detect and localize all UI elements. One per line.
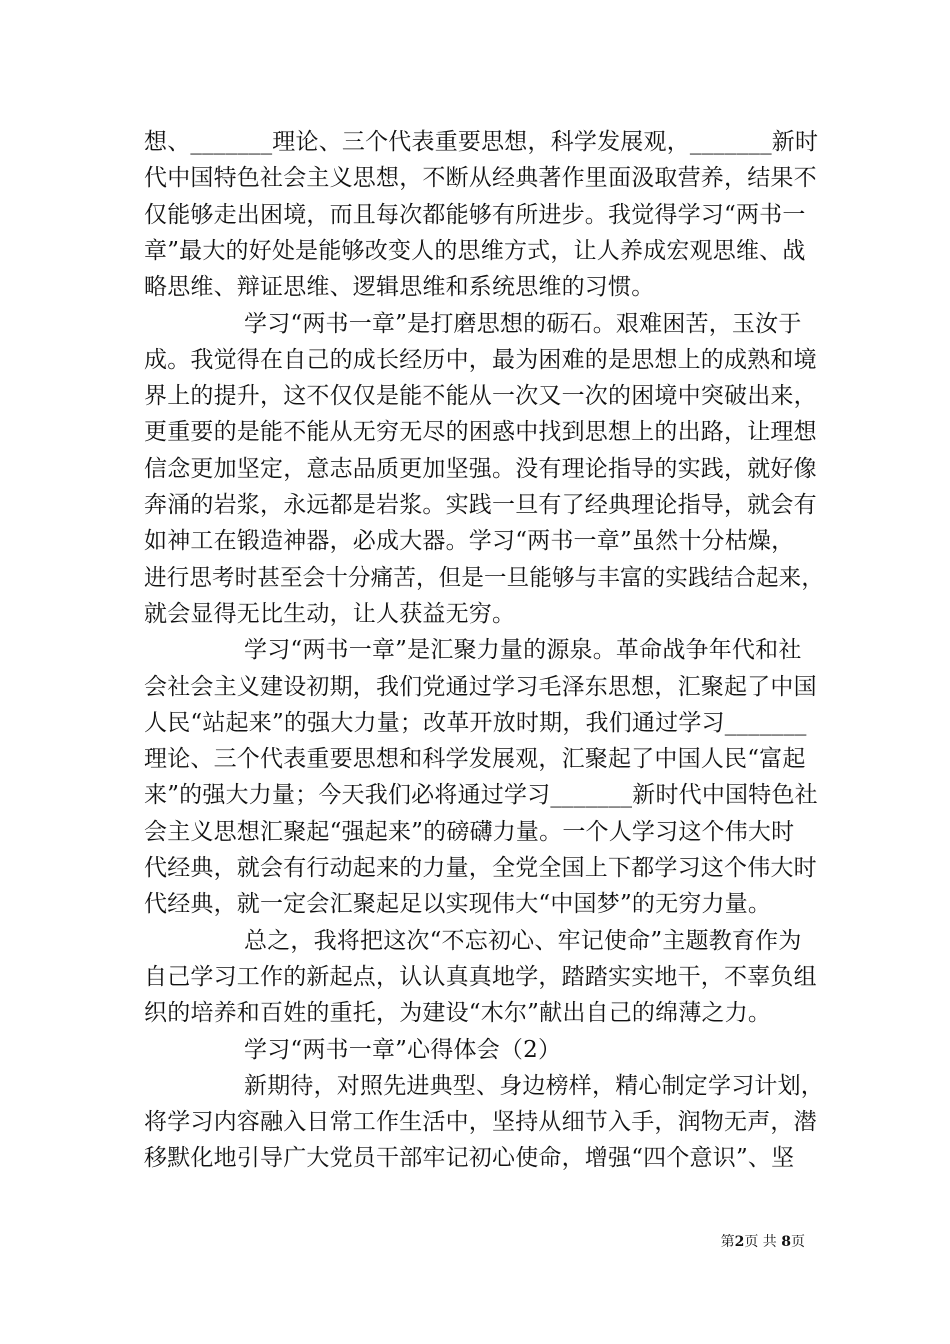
footer-prefix: 第 (720, 1234, 735, 1250)
text-line: 仅能够走出困境，而且每次都能够有所进步。我觉得学习“两书一 (144, 202, 806, 228)
footer-suffix: 页 (791, 1234, 805, 1250)
text-line: 自己学习工作的新起点，认认真真地学，踏踏实实地干，不辜负组 (144, 964, 817, 990)
text-line: 略思维、辩证思维、逻辑思维和系统思维的习惯。 (144, 274, 655, 300)
page-footer (0, 1233, 950, 1251)
text-line: 会社会主义建设初期，我们党通过学习毛泽东思想，汇聚起了中国 (144, 674, 817, 700)
text-line: 代中国特色社会主义思想，不断从经典著作里面汲取营养，结果不 (144, 165, 817, 191)
text-line: 总之，我将把这次“不忘初心、牢记使命”主题教育作为 (244, 928, 802, 954)
text-line: 会主义思想汇聚起“强起来”的磅礴力量。一个人学习这个伟大时 (144, 819, 795, 845)
text-line: 织的培养和百姓的重托，为建设“木尔”献出自己的绵薄之力。 (144, 1000, 772, 1026)
text-line: 更重要的是能不能从无穷无尽的困惑中找到思想上的出路，让理想 (144, 419, 817, 445)
text-line: 将学习内容融入日常工作生活中，坚持从细节入手，润物无声，潜 (144, 1109, 817, 1135)
text-line: 代经典，就会有行动起来的力量，全党全国上下都学习这个伟大时 (144, 855, 817, 881)
text-line: 学习“两书一章”是汇聚力量的源泉。革命战争年代和社 (244, 637, 802, 663)
text-line: 成。我觉得在自己的成长经历中，最为困难的是思想上的成熟和境 (144, 347, 817, 373)
text-line: 代经典，就一定会汇聚起足以实现伟大“中国梦”的无穷力量。 (144, 891, 772, 917)
text-line: 信念更加坚定，意志品质更加坚强。没有理论指导的实践，就好像 (144, 456, 817, 482)
text-line: 移默化地引导广大党员干部牢记初心使命，增强“四个意识”、坚 (144, 1145, 795, 1171)
text-line: 新期待，对照先进典型、身边榜样，精心制定学习计划， (244, 1073, 824, 1099)
text-line: 进行思考时甚至会十分痛苦，但是一旦能够与丰富的实践结合起来， (144, 565, 824, 591)
text-line: 章”最大的好处是能够改变人的思维方式，让人养成宏观思维、战 (144, 238, 806, 264)
footer-total-pages: 8 (781, 1234, 791, 1250)
footer-page-number: 2 (734, 1234, 745, 1250)
text-line: 学习“两书一章”心得体会（2） (244, 1037, 562, 1063)
text-line: 理论、三个代表重要思想和科学发展观，汇聚起了中国人民“富起 (144, 746, 806, 772)
text-line: 人民“站起来”的强大力量；改革开放时期，我们通过学习_______ (144, 710, 807, 736)
text-line: 就会显得无比生动，让人获益无穷。 (144, 601, 516, 627)
text-line: 来”的强大力量；今天我们必将通过学习_______新时代中国特色社 (144, 782, 818, 808)
text-line: 想、_______理论、三个代表重要思想，科学发展观，_______新时 (144, 129, 819, 155)
text-line: 界上的提升，这不仅仅是能不能从一次又一次的困境中突破出来， (144, 383, 817, 409)
text-line: 如神工在锻造神器，必成大器。学习“两书一章”虽然十分枯燥， (144, 528, 795, 554)
text-line: 奔涌的岩浆，永远都是岩浆。实践一旦有了经典理论指导，就会有 (144, 492, 817, 518)
footer-middle: 页 共 (744, 1234, 777, 1250)
text-line: 学习“两书一章”是打磨思想的砺石。艰难困苦，玉汝于 (244, 311, 802, 337)
